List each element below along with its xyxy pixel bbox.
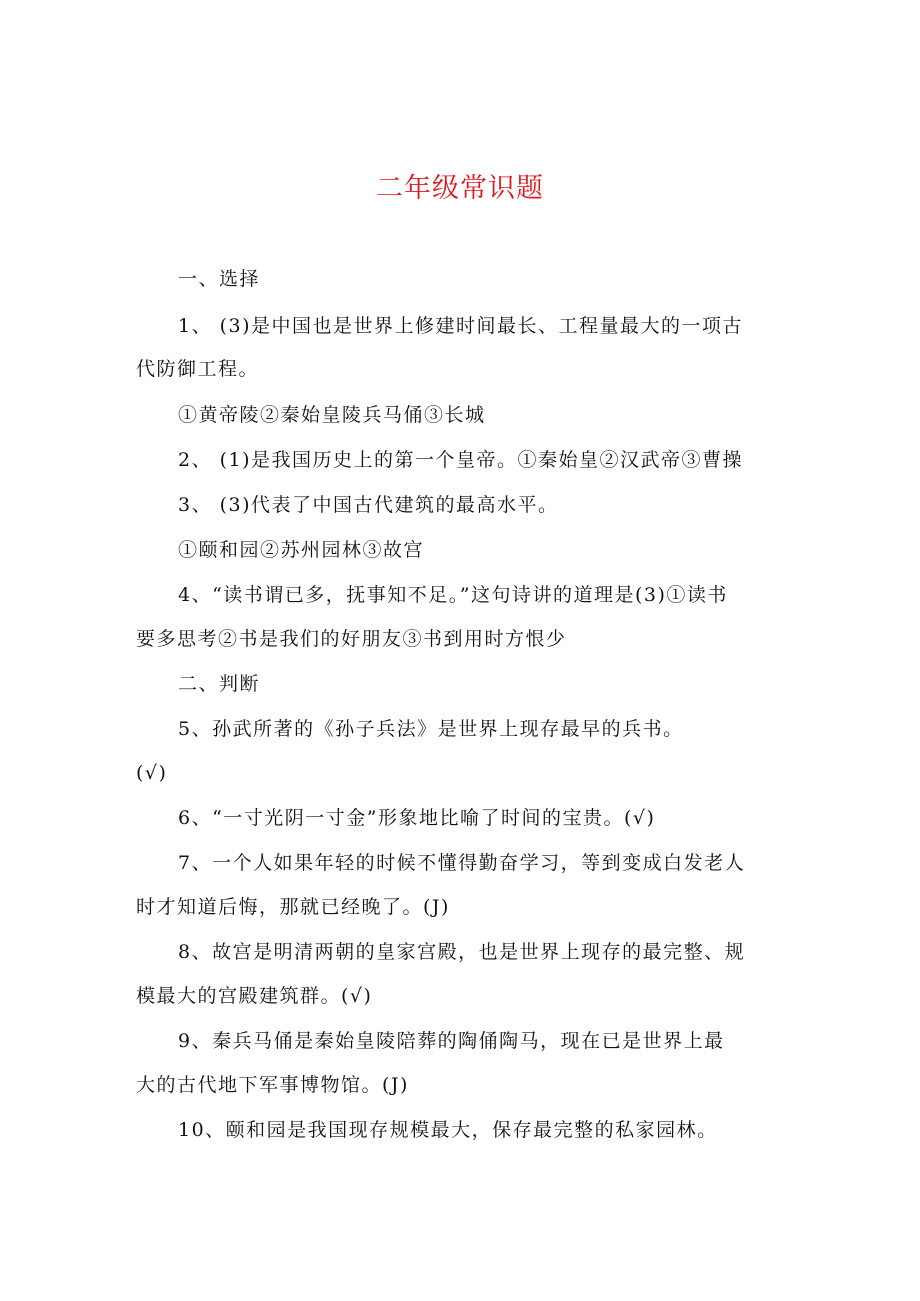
section-heading-judge: 二、判断 (178, 673, 261, 695)
question-5: 5、孙武所著的《孙子兵法》是世界上现存最早的兵书。 (178, 718, 684, 740)
question-4-line-2: 要多思考②书是我们的好朋友③书到用时方恨少 (136, 628, 567, 650)
question-4-line-1: 4、“读书谓已多，抚事知不足。”这句诗讲的道理是(3)①读书 (178, 584, 728, 606)
question-8-line-1: 8、故宫是明清两朝的皇家宫殿，也是世界上现存的最完整、规 (178, 941, 746, 963)
section-heading-choice: 一、选择 (178, 268, 261, 290)
question-1-line-2: 代防御工程。 (136, 358, 260, 380)
question-10: 10、颐和园是我国现存规模最大，保存最完整的私家园林。 (178, 1119, 718, 1141)
question-8-line-2: 模最大的宫殿建筑群。(√) (136, 985, 373, 1007)
question-9-line-2: 大的古代地下军事博物馆。(J) (136, 1074, 409, 1096)
question-2: 2、 (1)是我国历史上的第一个皇帝。①秦始皇②汉武帝③曹操 (178, 449, 744, 471)
question-3-options: ①颐和园②苏州园林③故宫 (178, 539, 425, 561)
question-1-line-1: 1、 (3)是中国也是世界上修建时间最长、工程量最大的一项古 (178, 315, 744, 337)
question-1-options: ①黄帝陵②秦始皇陵兵马俑③长城 (178, 404, 486, 426)
question-9-line-1: 9、秦兵马俑是秦始皇陵陪葬的陶俑陶马，现在已是世界上最 (178, 1030, 725, 1052)
question-7-line-1: 7、一个人如果年轻的时候不懂得勤奋学习，等到变成白发老人 (178, 852, 746, 874)
question-6: 6、“一寸光阴一寸金”形象地比喻了时间的宝贵。(√) (178, 807, 656, 829)
page-title: 二年级常识题 (376, 173, 544, 204)
question-7-line-2: 时才知道后悔，那就已经晚了。(J) (136, 896, 450, 918)
question-3: 3、 (3)代表了中国古代建筑的最高水平。 (178, 494, 559, 516)
question-5-answer: (√) (136, 762, 168, 784)
